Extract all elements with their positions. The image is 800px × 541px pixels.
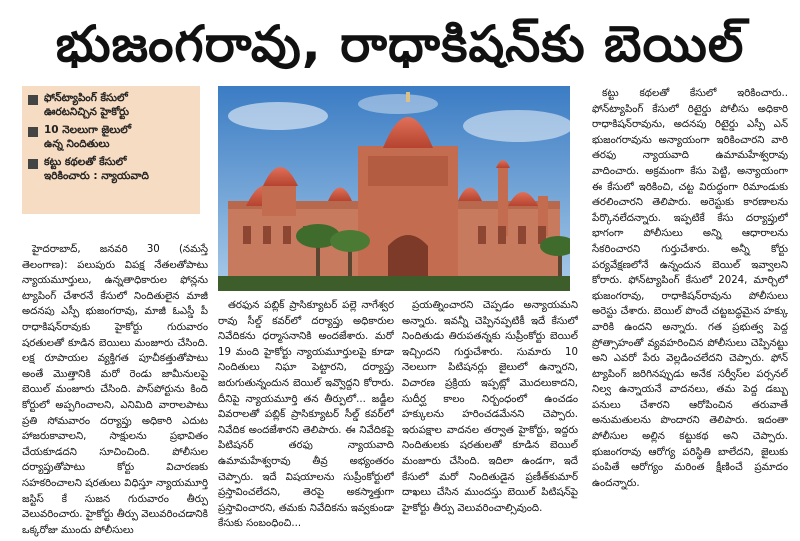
high-court-photo (218, 86, 570, 291)
article-column-4 (592, 86, 788, 538)
article-paragraph (22, 242, 208, 538)
article-column-1 (22, 242, 208, 538)
square-bullet-icon (28, 159, 38, 169)
headline: భుజంగరావు, రాధాకిషన్‌కు బెయిల్‌ (55, 15, 745, 73)
highlight-item (28, 123, 194, 151)
article-text: పలుపురు విపక్ష నేతలతోపాటు న్యాయమూర్తులు, ఉన్నతాధికారుల ఫోన్లను ట్యాపింగ్‌ చేశారనే కేసులో నిందితులైన మాజీ అదనపు ఎస్పీ భుజంగరావు, మాజీ ఓఎస్డీ పీ రాధాకిషన్‌రావుకు హైకోర్టు గురువారం షరతులతో కూడిన బెయిలు మంజూరు చేసింది. లక్ష రూపాయల వ్యక్తిగత పూచీకత్తుతోపాటు అంతే మొత్తానికి మరో రెండు జామీనులపై బెయిల్‌ మంజూరు చేసింది. పాస్‌పోర్టును కింది కోర్టులో అప్పగించాలని, ఎనిమిది వారాలపాటు ప్రతి సోమవారం దర్యాప్తు అధికారి ఎదుట హాజరుకావాలని, సాక్షులను ప్రభావితం చేయకూడదని సూచించింది. పోలీసుల దర్యాప్తుతోపాటు కోర్టు విచారణకు సహకరించాలని షరతులు విధిస్తూ న్యాయమూర్తి జస్టిస్‌ కే సుజన గురువారం తీర్పు వెలువరించారు. హైకోర్టు తీర్పు వెలువరించడానికి ఒక్కరోజు ముందు పోలీసులు (22, 259, 208, 536)
square-bullet-icon (28, 127, 38, 137)
highlights-box (22, 86, 200, 214)
article-text: తరఫున పబ్లిక్‌ ప్రాసిక్యూటర్‌ పల్లె నాగేశ్వర రావు సీల్డ్‌ కవర్‌లో దర్యాప్తు అధికారుల నివేదికను ధర్మాసనానికి అందజేశారు. మరో 19 మంది హైకోర్టు న్యాయమూర్తులపై కూడా నిందితులు నిఘా పెట్టారని, దర్యాప్తు జరుగుతున్నందున బెయిల్‌ ఇవ్వొద్దని కోరారు. దీనిపై న్యాయమూర్తి తన తీర్పులో... జడ్జీల వివరాలతో పబ్లిక్‌ ప్రాసిక్యూటర్‌ సీల్డ్‌ కవర్‌లో నివేదిక అందజేశారని తెలిపారు. ఈ నివేదికపై పిటిషనర్‌ తరఫు న్యాయవాది ఉమామహేశ్వరావు తీవ్ర అభ్యంతరం చెప్పారు. ఇదే విషయాలను సుప్రీంకోర్టులో ప్రస్తావించలేదని, తెరపై అకస్మాత్తుగా ప్రస్తావించారని, తమకు నివేదికను ఇవ్వకుండా కేసుకు సంబంధించి... (218, 300, 394, 530)
highlight-text: కట్టు కథలతో కేసులో ఇరికించారు : న్యాయవాది (44, 156, 149, 182)
article-column-3 (402, 298, 578, 538)
highlight-item (28, 155, 194, 183)
high-court-building-illustration (218, 86, 570, 291)
highlight-item (28, 91, 194, 119)
highlight-text: ఫోన్‌ట్యాపింగ్‌ కేసులో ఊరటనిచ్చిన హైకోర్టు (44, 92, 129, 118)
square-bullet-icon (28, 95, 38, 105)
article-column-2 (218, 298, 394, 538)
highlight-text: 10 నెలలుగా జైలులో ఉన్న నిందితులు (44, 124, 132, 150)
article-text: కట్టు కథలతో కేసులో ఇరికించారు.. ఫోన్‌ట్యాపింగ్‌ కేసులో రిటైర్డు పోలీసు అధికారి రాధాకిషన్‌రావును, అదనపు రిటైర్డు ఎస్పీ ఎన్‌ భుజంగరావును అన్యాయంగా ఇరికించారని వారి తరఫు న్యాయవాది ఉమామహేశ్వరావు వాదించారు. అక్రమంగా కేసు పెట్టి, అన్యాయంగా ఈ కేసులో ఇరికించి, చట్ట విరుద్ధంగా రిమాండుకు తరలించారని తెలిపారు. అరెస్టుకు కారణాలను పేర్కొనలేదన్నారు. ఇప్పటికే కేసు దర్యాప్తులో భాగంగా పోలీసులు అన్ని ఆధారాలను సేకరించారని గుర్తుచేశారు. అన్నీ కోర్టు పర్యవేక్షణలోనే ఉన్నందున బెయిల్‌ ఇవ్వాలని కోరారు. ఫోన్‌ట్యాపింగ్‌ కేసులో 2024, మార్చిలో భుజంగరావు, రాధాకిషన్‌రావును పోలీసులు అరెస్టు చేశారు. బెయిల్‌ పొందే చట్టబద్ధమైన హక్కు వారికి ఉందని అన్నారు. గత ప్రభుత్వ పెద్ద ప్రోత్సాహంతో వ్యవహరించిన పోలీసులు చెప్పినట్టు అని ఎవరో పేరు వెల్లడించలేదని చెప్పారు. ఫోన్‌ ట్యాపింగ్‌ జరిగినప్పుడు అనేక సర్వీస్‌ల పర్సనల్‌ నిల్వ ఉన్నాయనే వాదనలు, తమ పెద్ద డబ్బు పనులు చేశారని ఆరోపించిన తరువాతే అనుమతులను పొందారని తెలిపారు. ఇదంతా పోలీసుల అల్లిన కట్టుకథ అని చెప్పారు. భుజంగరావు ఆరోగ్య పరిస్థితి బాలేదని, జైలుకు పంపితే ఆరోగ్యం మరింత క్షీణించే ప్రమాదం ఉందన్నారు. (592, 88, 788, 489)
article-text: ప్రయత్నించారని చెప్పడం అన్యాయమని అన్నారు. ఇవన్నీ చెప్పినప్పటికీ ఇదే కేసులో నిందితుడు తిరుపతన్నకు సుప్రీంకోర్టు బెయిల్‌ ఇచ్చిందని గుర్తుచేశారు. సుమారు 10 నెలలుగా పిటిషనర్లు జైలులో ఉన్నారని, విచారణ ప్రక్రియ ఇప్పట్లో మొదలుకాదని, సుదీర్ఘ కాలం నిర్బంధంలో ఉంచడం హక్కులను హరించడమేనని చెప్పారు. ఇరుపక్షాల వాదనల తర్వాత హైకోర్టు, ఇద్దరు నిందితులకు షరతులతో కూడిన బెయిల్‌ మంజూరు చేసింది. ఇదిలా ఉండగా, ఇదే కేసులో మరో నిందితుడైన ప్రణీత్‌కుమార్‌ దాఖలు చేసిన ముందస్తు బెయిల్‌ పిటిషన్‌పై హైకోర్టు తీర్పు వెలువరించాల్సివుంది. (402, 300, 578, 514)
dateline: హైదరాబాద్‌, జనవరి 30 (నమస్తే తెలంగాణ): (22, 244, 208, 271)
